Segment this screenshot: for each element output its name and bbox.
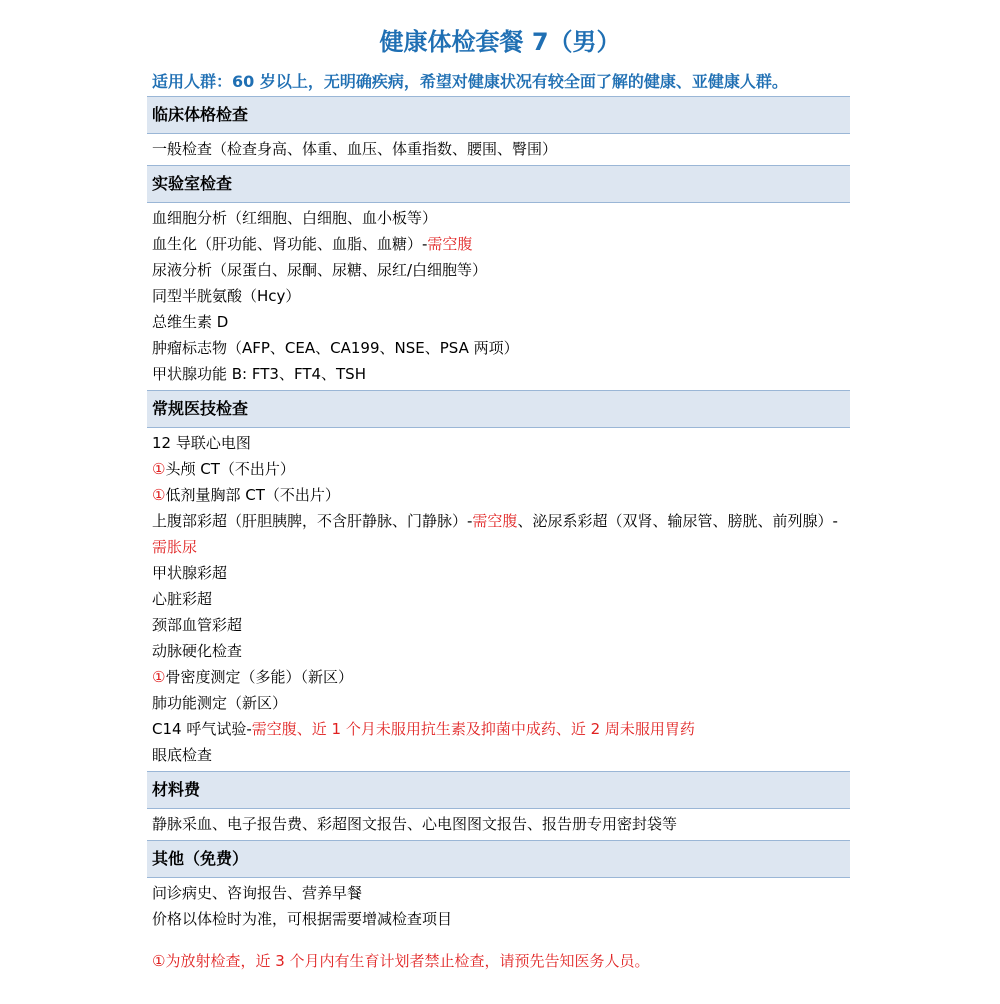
list-item: 一般检查（检查身高、体重、血压、体重指数、腰围、臀围） (152, 140, 558, 158)
section-header-clinical: 临床体格检查 (147, 96, 850, 134)
section-items-clinical (147, 134, 850, 165)
section-header-materials: 材料费 (147, 771, 850, 809)
radiation-footnote: ①为放射检查，近 3 个月内有生育计划者禁止检查，请预先告知医务人员。 (152, 952, 650, 970)
section-header-lab: 实验室检查 (147, 165, 850, 203)
section-items-imaging (147, 428, 850, 771)
radiation-marker-icon: ① (152, 486, 166, 504)
list-item: C14 呼气试验-需空腹、近 1 个月未服用抗生素及抑菌中成药、近 2 周未服用胃药 (152, 720, 695, 738)
list-item: ①骨密度测定（多能）（新区） (152, 668, 353, 686)
list-item: 肺功能测定（新区） (152, 694, 288, 712)
list-item: 价格以体检时为准，可根据需要增减检查项目 (152, 910, 453, 928)
list-item: 动脉硬化检查 (152, 642, 243, 660)
section-items-lab (147, 203, 850, 390)
list-item: 总维生素 D (152, 313, 229, 331)
list-item: 肿瘤标志物（AFP、CEA、CA199、NSE、PSA 两项） (152, 339, 519, 357)
c14-note: 需空腹、近 1 个月未服用抗生素及抑菌中成药、近 2 周未服用胃药 (251, 720, 695, 738)
full-bladder-note: 需胀尿 (152, 538, 198, 556)
list-item: 甲状腺彩超 (152, 564, 228, 582)
list-item: 问诊病史、咨询报告、营养早餐 (152, 884, 363, 902)
package-table (147, 96, 850, 935)
list-item: 颈部血管彩超 (152, 616, 243, 634)
list-item: 上腹部彩超（肝胆胰脾，不含肝静脉、门静脉）-需空腹、泌尿系彩超（双肾、输尿管、膀胱、前列腺）-需胀尿 (152, 512, 838, 556)
list-item: 甲状腺功能 B: FT3、FT4、TSH (152, 365, 366, 383)
list-item: ①低剂量胸部 CT（不出片） (152, 486, 340, 504)
list-item: 心脏彩超 (152, 590, 213, 608)
list-item: ①头颅 CT（不出片） (152, 460, 295, 478)
section-items-other (147, 878, 850, 935)
list-item: 血生化（肝功能、肾功能、血脂、血糖）-需空腹 (152, 235, 473, 253)
list-item: 12 导联心电图 (152, 434, 251, 452)
section-header-other: 其他（免费） (147, 840, 850, 878)
list-item: 同型半胱氨酸（Hcy） (152, 287, 301, 305)
list-item: 静脉采血、电子报告费、彩超图文报告、心电图图文报告、报告册专用密封袋等 (152, 815, 678, 833)
fasting-note: 需空腹 (472, 512, 518, 530)
radiation-marker-icon: ① (152, 668, 166, 686)
fasting-note: 需空腹 (427, 235, 473, 253)
list-item: 眼底检查 (152, 746, 213, 764)
radiation-marker-icon: ① (152, 460, 166, 478)
list-item: 血细胞分析（红细胞、白细胞、血小板等） (152, 209, 438, 227)
list-item: 尿液分析（尿蛋白、尿酮、尿糖、尿红/白细胞等） (152, 261, 488, 279)
section-items-materials (147, 809, 850, 840)
section-header-imaging: 常规医技检查 (147, 390, 850, 428)
target-population: 适用人群：60 岁以上，无明确疾病，希望对健康状况有较全面了解的健康、亚健康人群。 (152, 72, 788, 91)
page-title: 健康体检套餐 7（男） (379, 28, 621, 56)
